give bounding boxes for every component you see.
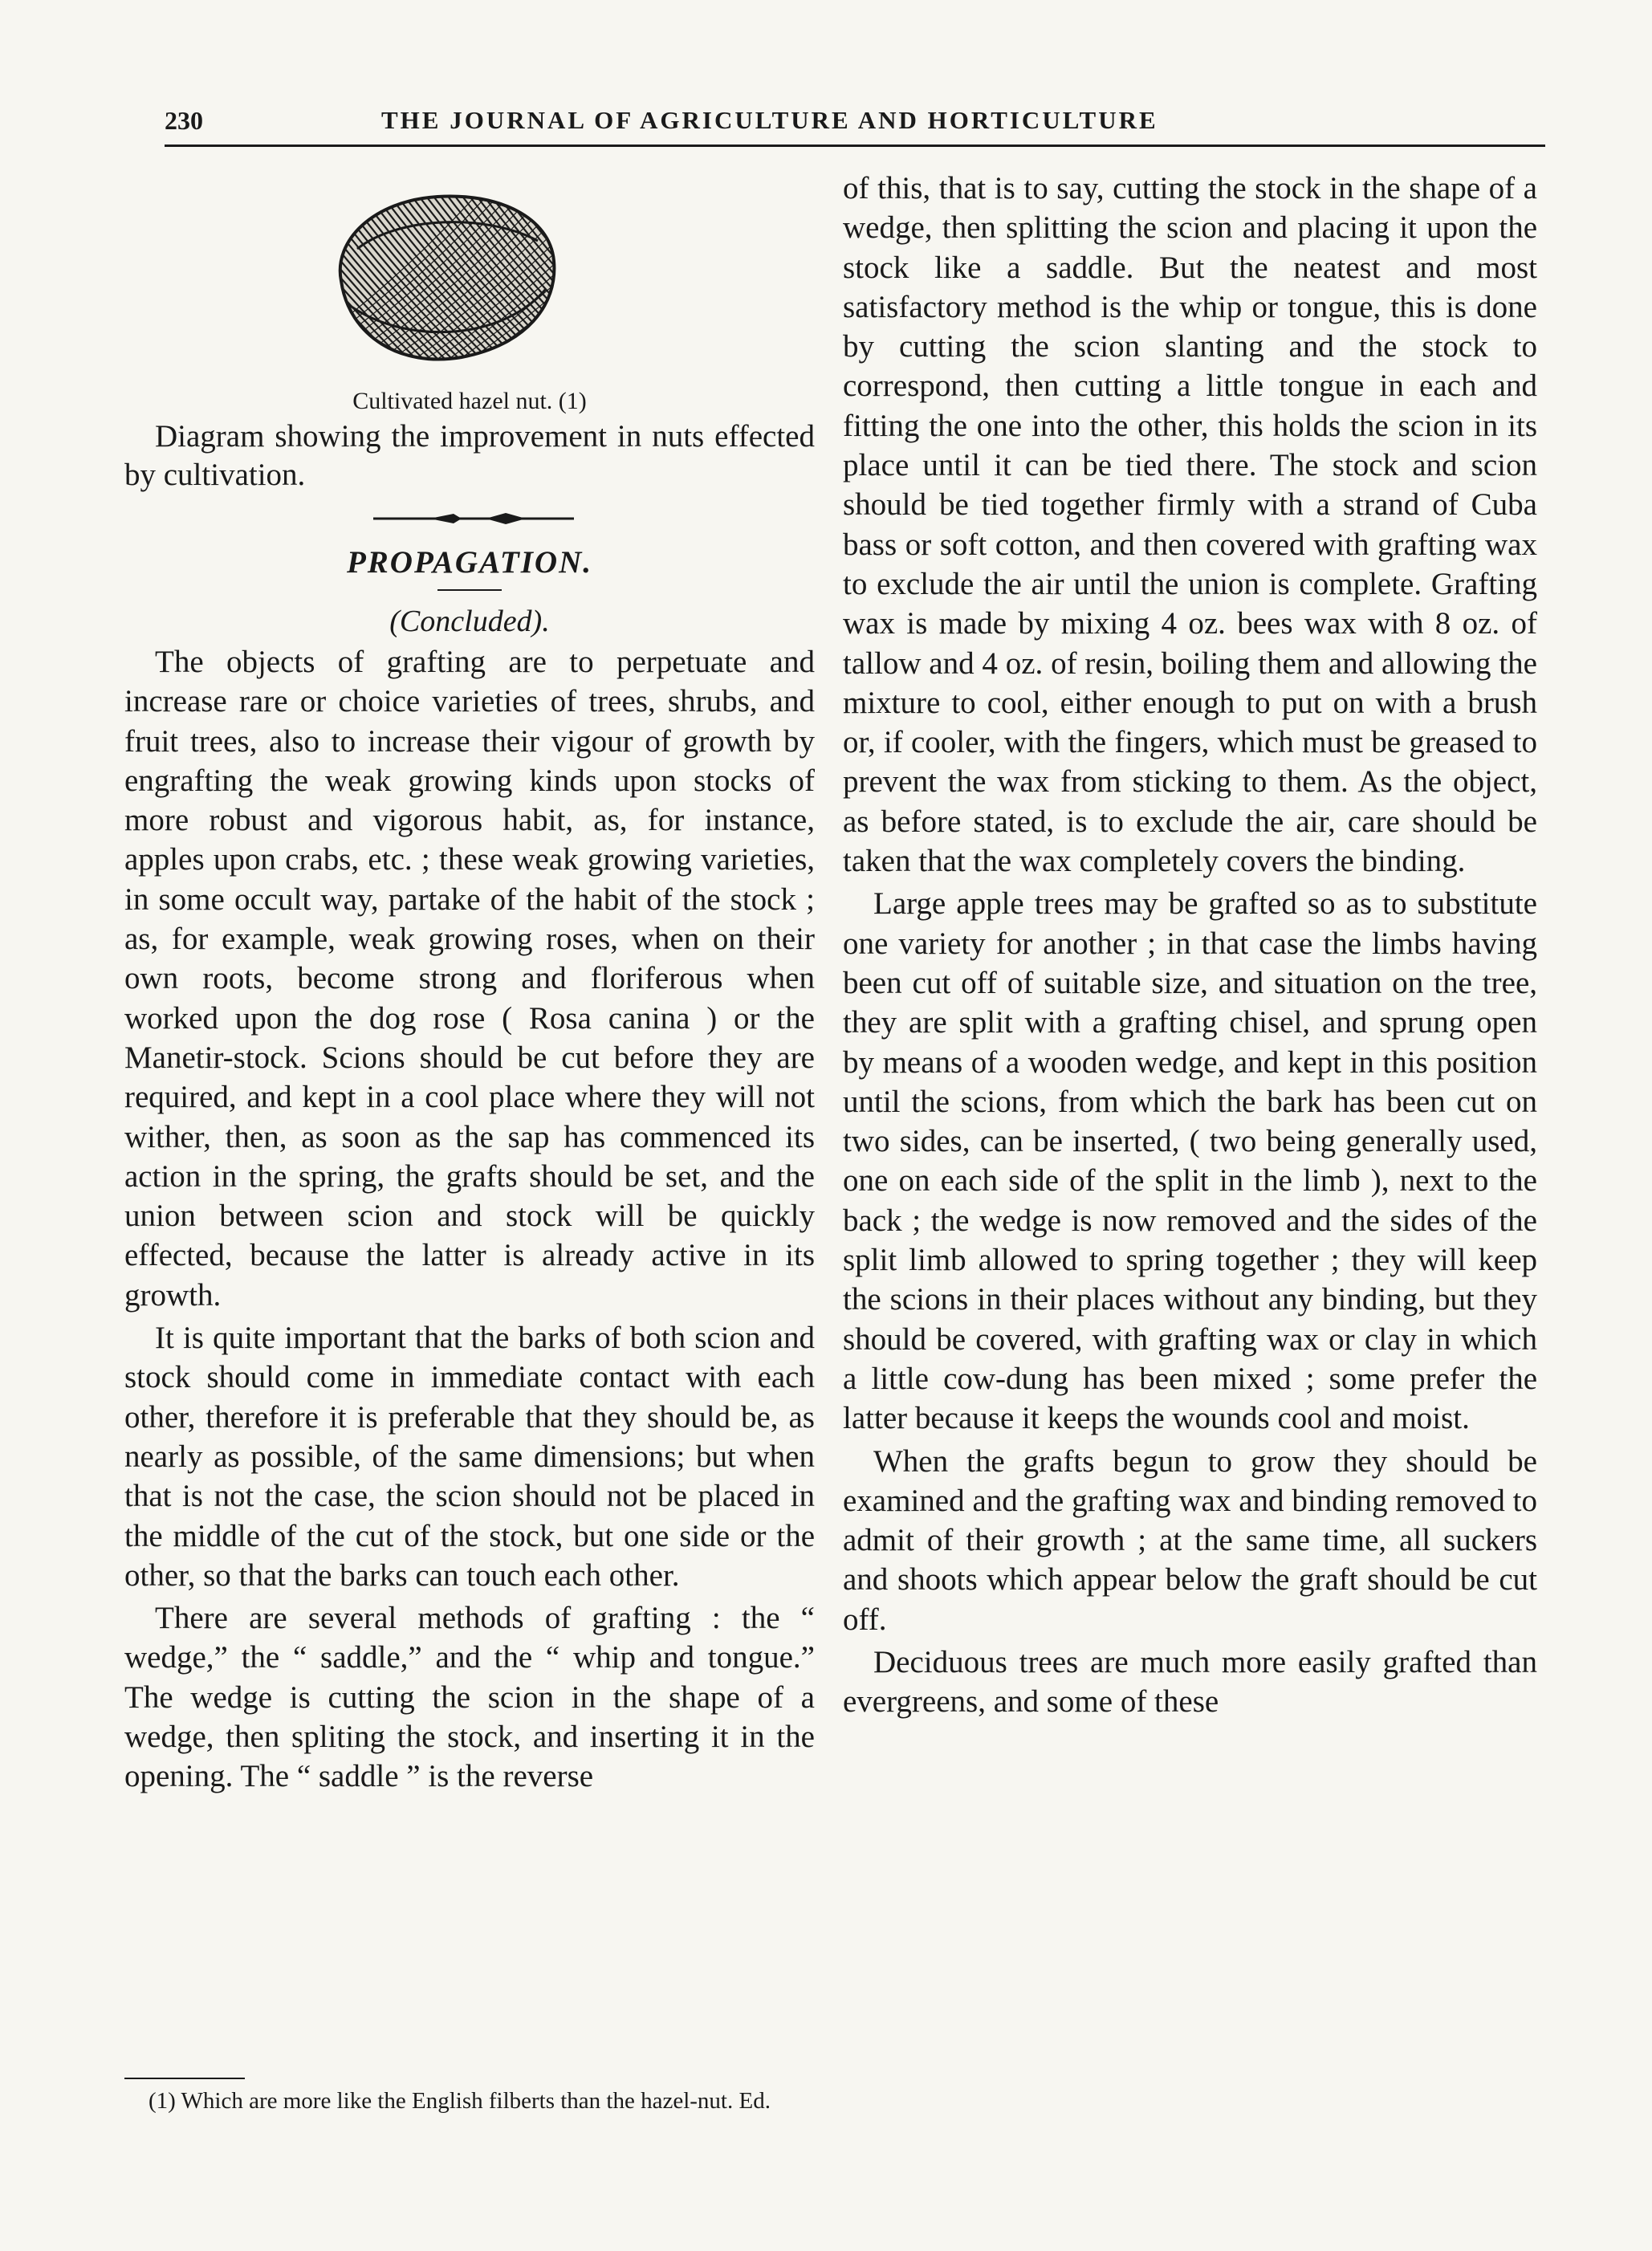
header-rule: [165, 145, 1545, 147]
left-column: [124, 169, 815, 1797]
figure-small-caption: Cultivated hazel nut. (1): [352, 388, 587, 414]
title-rule: [437, 589, 502, 591]
hazel-nut-figure: [124, 169, 815, 385]
right-column: [843, 169, 1537, 1722]
right-paragraph-3: When the grafts begun to grow they should be examined and the grafting wax and binding removed to admit of their growth ; at the same time, all suckers and shoots which appear below the graft should be cut off.: [843, 1443, 1537, 1637]
journal-title: THE JOURNAL OF AGRICULTURE AND HORTICULTURE: [381, 106, 1158, 134]
section-title: PROPAGATION.: [346, 545, 593, 580]
left-paragraph-3: There are several methods of grafting : the “ wedge,” the “ saddle,” and the “ whip and tongue.” The wedge is cutting the scion in the shape of a wedge, then spliting the stock, and inserting it in the opening. The “ saddle ” is the reverse: [124, 1601, 815, 1794]
right-paragraph-2: Large apple trees may be grafted so as to substitute one variety for another ; in that case the limbs having been cut off of suitable size, and situation on the tree, they are split with a grafting chisel, and sprung open by means of a wooden wedge, and kept in this position until the scions, from which the bark has been cut on two sides, can be inserted, ( two being generally used, one on each side of the split in the limb ), next to the back ; the wedge is now removed and the sides of the split limb allowed to spring together ; they will keep the scions in their places without any binding, but they should be covered, with grafting wax or clay in which a little cow-dung has been mixed ; some prefer the latter because it keeps the wounds cool and moist.: [843, 886, 1537, 1436]
section-subtitle: (Concluded).: [389, 604, 550, 638]
figure-caption: Diagram showing the improvement in nuts effected by cultivation.: [124, 419, 815, 492]
footnote-rule: [124, 2078, 245, 2079]
page-number: 230: [165, 106, 203, 135]
section-ornament: [124, 495, 815, 543]
right-paragraph-1: of this, that is to say, cutting the stock in the shape of a wedge, then splitting the scion and placing it upon the stock like a saddle. But the neatest and most satisfactory method is the whip or tongue, this is done by cutting the scion slanting and the stock to correspond, then cutting a little tongue in each and fitting the one into the other, this holds the scion in its place until it can be tied there. The stock and scion should be tied together firmly with a strand of Cuba bass or soft cotton, and then covered with grafting wax to exclude the air until the union is complete. Grafting wax is made by mixing 4 oz. bees wax with 8 oz. of tallow and 4 oz. of resin, boiling them and allowing the mixture to cool, either enough to put on with a brush or, if cooler, with the fingers, which must be greased to prevent the wax from sticking to them. As the object, as before stated, is to exclude the air, care should be taken that the wax completely covers the binding.: [843, 171, 1537, 879]
right-paragraph-4: Deciduous trees are much more easily grafted than evergreens, and some of these: [843, 1644, 1537, 1720]
left-paragraph-2: It is quite important that the barks of both scion and stock should come in immediate contact with each other, therefore it is preferable that they should be, as nearly as possible, of the same dimensions; but when that is not the case, the scion should not be placed in the middle of the cut of the stock, but one side or the other, so that the barks can touch each other.: [124, 1321, 815, 1593]
left-paragraph-1: The objects of grafting are to perpetuate and increase rare or choice varieties of trees, shrubs, and fruit trees, also to increase their vigour of growth by engrafting the weak growing kinds upon stocks of more robust and vigorous habit, as, for instance, apples upon crabs, etc. ; these weak growing varieties, in some occult way, partake of the habit of the stock ; as, for example, weak growing roses, when on their own roots, become strong and floriferous when worked upon the dog rose ( Rosa canina ) or the Manetir-stock. Scions should be cut before they are required, and kept in a cool place where they will not wither, then, as soon as the sap has commenced its action in the spring, the grafts should be set, and the union between scion and stock will be quickly effected, because the latter is already active in its growth.: [124, 645, 815, 1313]
running-header: [165, 106, 1545, 138]
hazel-nut-illustration: [325, 185, 566, 369]
footnote: (1) Which are more like the English filberts than the hazel-nut. Ed.: [149, 2088, 771, 2114]
